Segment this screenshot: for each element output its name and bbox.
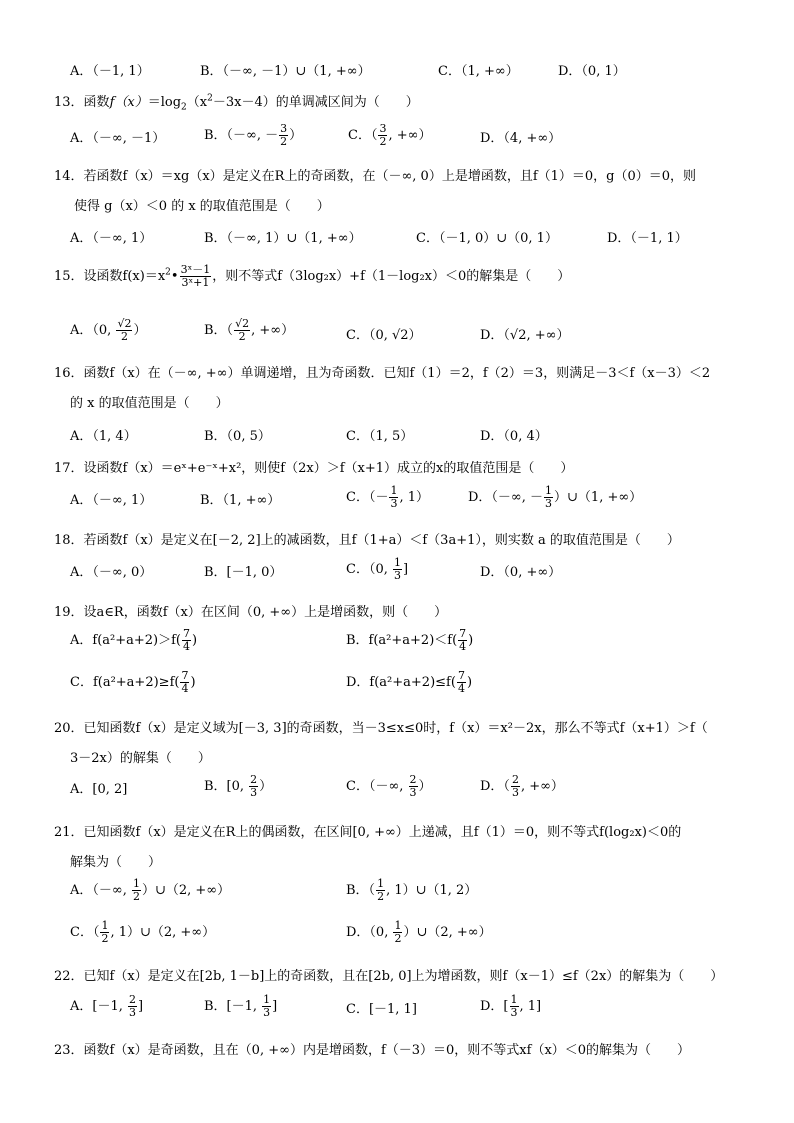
q13-option-b: B．（－∞, － $\frac{3}{2}$ ） (204, 122, 303, 148)
q15-option-a: A．（0, $\frac{√2}{2}$ ） (70, 317, 147, 343)
q15-option-d: D．（√2, +∞） (480, 328, 570, 343)
q19-stem: 19．设a∈R，函数f（x）在区间（0, +∞）上是增函数，则（ ） (54, 605, 448, 620)
q17-option-d: D．（－∞, － $\frac{1}{3}$ ）∪（1, +∞） (468, 484, 643, 510)
q17-option-b: B．（1, +∞） (200, 493, 281, 508)
q14-stem-line2: 使得 g（x）＜0 的 x 的取值范围是（ ） (74, 199, 330, 214)
q15-option-b: B．（ $\frac{√2}{2}$ , +∞） (204, 317, 295, 343)
q21-option-d: D．（0, $\frac{1}{2}$ ）∪（2, +∞） (346, 919, 492, 945)
q12-options (70, 60, 770, 80)
q16-stem-line2: 的 x 的取值范围是（ ） (70, 396, 229, 411)
q23-stem: 23．函数f（x）是奇函数，且在（0, +∞）内是增函数，f（－3）＝0，则不等式xf（x）＜0的解集为（ ） (54, 1043, 691, 1058)
q14-option-c: C．（－1, 0）∪（0, 1） (416, 231, 558, 246)
q20-option-d: D．（ $\frac{2}{3}$ , +∞） (480, 773, 564, 799)
q17-option-c: C．（－ $\frac{1}{3}$ , 1） (346, 484, 429, 510)
q14-options (70, 227, 770, 247)
q19-options-cd (70, 670, 770, 704)
q15-stem: 15．设函数$f(x)=x^2•$ $\frac{\text{3ˣ－1}}{\text{3ˣ+1}}$ ，则不等式f（3log₂x）+f（1－log₂x）＜0的解集是（ ） (54, 263, 571, 289)
q12-option-c: C．（1, +∞） (438, 64, 519, 79)
q12-option-a: A．（－1, 1） (70, 64, 150, 79)
q20-option-c: C．（－∞, $\frac{2}{3}$ ） (346, 773, 432, 799)
q13-option-d: D．（4, +∞） (480, 131, 562, 146)
q16-stem-line1: 16．函数f（x）在（－∞, +∞）单调递增，且为奇函数．已知f（1）＝2，f（2）＝3，则满足－3＜f（x－3）＜2 (54, 366, 711, 381)
q18-option-d: D．（0, +∞） (480, 565, 562, 580)
q19-option-b: B．f(a²+a+2)＜f( $\frac{7}{4}$ ) (346, 627, 474, 653)
q21-stem-line2: 解集为（ ） (70, 855, 162, 870)
q21-option-c: C．（ $\frac{1}{2}$ , 1）∪（2, +∞） (70, 919, 216, 945)
q20-option-a: A．[0, 2] (70, 782, 128, 797)
q15-option-c: C．（0, √2） (346, 328, 422, 343)
q21-options-ab (70, 878, 770, 912)
q22-stem: 22．已知f（x）是定义在[2b, 1－b]上的奇函数，且在[2b, 0]上为增函数，则f（x－1）≤f（2x）的解集为（ ） (54, 969, 724, 984)
q19-option-c: C．f(a²+a+2)≥f( $\frac{7}{4}$ ) (70, 669, 196, 695)
q18-option-c: C．（0, $\frac{1}{3}$ ] (346, 556, 409, 582)
q18-options (70, 557, 770, 591)
q17-stem: 17．设函数f（x）＝eˣ+e⁻ˣ+x²，则使f（2x）＞f（x+1）成立的x的取值范围是（ ） (54, 461, 574, 476)
q20-stem-line1: 20．已知函数f（x）是定义域为[－3, 3]的奇函数，当－3≤x≤0时，f（x）＝x²－2x，那么不等式f（x+1）＞f（ (54, 721, 708, 736)
q16-option-c: C．（1, 5） (346, 429, 414, 444)
q14-option-d: D．（－1, 1） (607, 231, 688, 246)
q21-option-a: A．（－∞, $\frac{1}{2}$ ）∪（2, +∞） (70, 877, 231, 903)
q20-stem-line2: 3－2x）的解集（ ） (70, 751, 211, 766)
q14-option-a: A．（－∞, 1） (70, 231, 153, 246)
q20-option-b: B．[0, $\frac{2}{3}$ ） (204, 773, 273, 799)
q17-option-a: A．（－∞, 1） (70, 493, 153, 508)
q13-options (70, 123, 770, 157)
q18-option-a: A．（－∞, 0） (70, 565, 153, 580)
q17-options (70, 485, 770, 519)
q19-option-d: D．f(a²+a+2)≤f( $\frac{7}{4}$ ) (346, 669, 473, 695)
q15-options (70, 318, 770, 352)
q16-option-b: B．（0, 5） (204, 429, 271, 444)
q13-option-c: C．（ $\frac{3}{2}$ , +∞） (348, 122, 432, 148)
q22-option-a: A．[－1, $\frac{2}{3}$ ] (70, 993, 144, 1019)
q22-option-d: D．[ $\frac{1}{3}$ , 1] (480, 993, 542, 1019)
q18-option-b: B．[－1, 0） (204, 565, 283, 580)
q16-option-d: D．（0, 4） (480, 429, 548, 444)
q19-options-ab (70, 628, 770, 662)
q20-options (70, 774, 770, 808)
q21-option-b: B．（ $\frac{1}{2}$ , 1）∪（1, 2） (346, 877, 478, 903)
q14-stem-line1: 14．若函数f（x）＝xg（x）是定义在R上的奇函数，在（－∞, 0）上是增函数，且f（1）＝0，g（0）＝0，则 (54, 169, 697, 184)
q22-option-c: C．[－1, 1] (346, 1002, 417, 1017)
q22-options (70, 994, 770, 1028)
q14-option-b: B．（－∞, 1）∪（1, +∞） (204, 231, 362, 246)
q19-option-a: A．f(a²+a+2)＞f( $\frac{7}{4}$ ) (70, 627, 198, 653)
q13-option-a: A．（－∞, －1） (70, 131, 166, 146)
q16-option-a: A．（1, 4） (70, 429, 137, 444)
q12-option-b: B．（－∞, －1）∪（1, +∞） (200, 64, 371, 79)
q21-stem-line1: 21．已知函数f（x）是定义在R上的偶函数，在区间[0, +∞）上递减，且f（1）＝0，则不等式f(log₂x)＜0的 (54, 825, 682, 840)
q16-options (70, 425, 770, 445)
q18-stem: 18．若函数f（x）是定义在[－2, 2]上的减函数，且f（1+a）＜f（3a+1），则实数 a 的取值范围是（ ） (54, 533, 680, 548)
q13-stem: 13．函数$f(x)=\log_2(x^2-3x-4)$的单调减区间为（ ） (54, 93, 419, 113)
q21-options-cd (70, 920, 770, 954)
q12-option-d: D．（0, 1） (558, 64, 626, 79)
q22-option-b: B．[－1, $\frac{1}{3}$ ] (204, 993, 278, 1019)
